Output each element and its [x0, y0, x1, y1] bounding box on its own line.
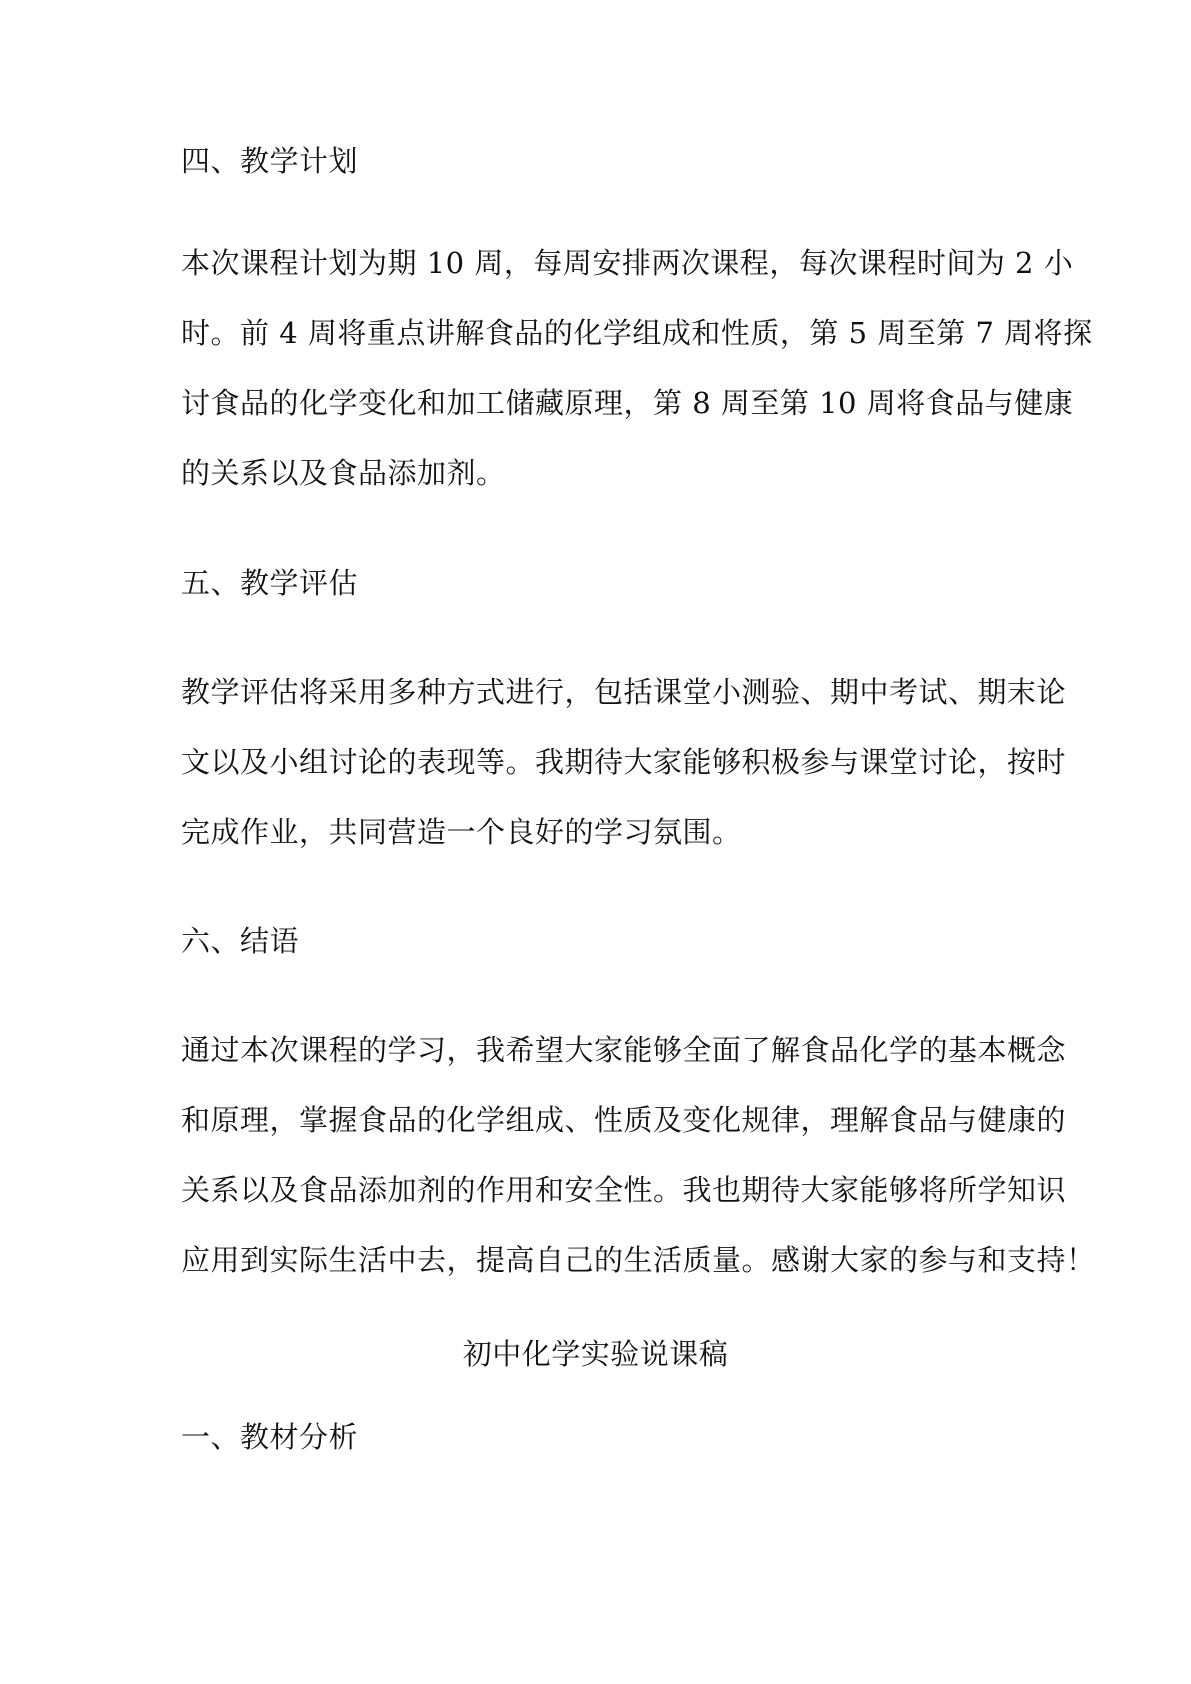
- paragraph-line: 和原理，掌握食品的化学组成、性质及变化规律，理解食品与健康的: [181, 1103, 1067, 1137]
- paragraph-line: 本次课程计划为期 10 周，每周安排两次课程，每次课程时间为 2 小: [181, 246, 1074, 280]
- section-heading-plan: 四、教学计划: [181, 144, 359, 178]
- paragraph-line: 通过本次课程的学习，我希望大家能够全面了解食品化学的基本概念: [181, 1033, 1067, 1067]
- paragraph-line: 教学评估将采用多种方式进行，包括课堂小测验、期中考试、期末论: [181, 675, 1067, 709]
- section-heading-conclusion: 六、结语: [181, 924, 300, 958]
- paragraph-line: 讨食品的化学变化和加工储藏原理，第 8 周至第 10 周将食品与健康: [181, 386, 1074, 420]
- paragraph-line: 应用到实际生活中去，提高自己的生活质量。感谢大家的参与和支持！: [181, 1243, 1096, 1277]
- paragraph-line: 文以及小组讨论的表现等。我期待大家能够积极参与课堂讨论，按时: [181, 745, 1067, 779]
- section-heading-evaluation: 五、教学评估: [181, 566, 359, 600]
- paragraph-line: 时。前 4 周将重点讲解食品的化学组成和性质，第 5 周至第 7 周将探: [181, 316, 1093, 350]
- section-heading-textbook-analysis: 一、教材分析: [181, 1420, 359, 1454]
- paragraph-line: 的关系以及食品添加剂。: [181, 456, 506, 490]
- paragraph-line: 关系以及食品添加剂的作用和安全性。我也期待大家能够将所学知识: [181, 1173, 1067, 1207]
- document-title: 初中化学实验说课稿: [462, 1337, 729, 1371]
- paragraph-line: 完成作业，共同营造一个良好的学习氛围。: [181, 815, 742, 849]
